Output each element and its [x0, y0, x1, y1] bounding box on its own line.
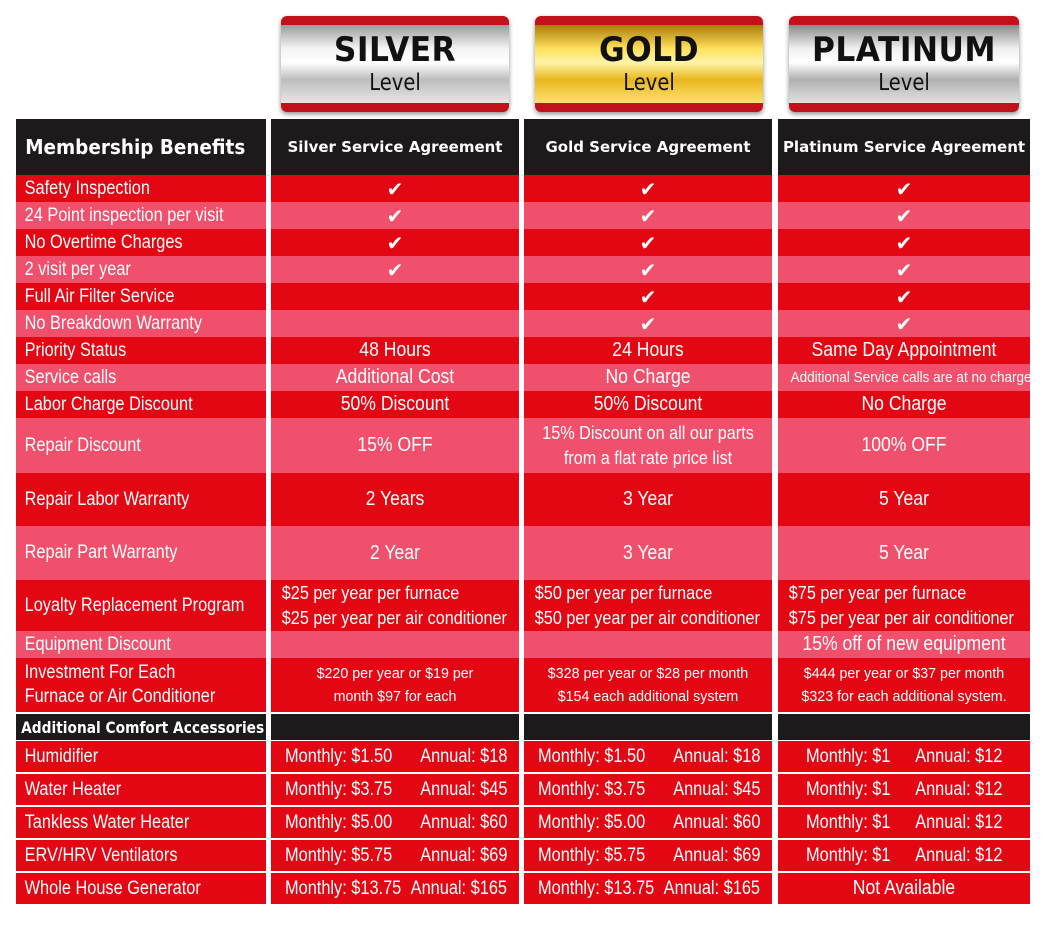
accessory-label: ERV/HRV Ventilators: [24, 844, 178, 866]
gold-monthly-price: Monthly: $5.75: [538, 844, 646, 866]
platinum-checkmark-icon: ✔: [895, 176, 913, 201]
row-label: 2 visit per year: [24, 258, 131, 280]
table-row: [16, 337, 1030, 364]
silver-value: 48 Hours: [359, 339, 431, 361]
platinum-level-name: PLATINUM: [812, 30, 996, 70]
silver-checkmark-icon: ✔: [386, 203, 404, 228]
silver-annual-price: Annual: $60: [419, 811, 507, 833]
platinum-level-sub: Level: [878, 70, 930, 96]
table-row: [16, 580, 1030, 631]
gold-level-sub: Level: [623, 70, 675, 96]
row-label: Labor Charge Discount: [24, 393, 193, 415]
gold-checkmark-icon: ✔: [639, 257, 657, 282]
table-row: [16, 473, 1030, 526]
gold-value: 24 Hours: [612, 339, 684, 361]
gold-value: 50% Discount: [593, 393, 703, 415]
accessory-label: Tankless Water Heater: [24, 811, 190, 833]
table-row: [16, 175, 1030, 202]
table-row: [16, 873, 1030, 904]
silver-level-badge: [281, 16, 509, 112]
platinum-monthly-price: Monthly: $1: [806, 844, 891, 866]
silver-monthly-price: Monthly: $3.75: [285, 778, 393, 800]
platinum-checkmark-icon: ✔: [895, 284, 913, 309]
table-row: [16, 658, 1030, 712]
gold-annual-price: Annual: $165: [663, 877, 760, 899]
platinum-value: 5 Year: [879, 488, 929, 510]
table-row: [16, 631, 1030, 658]
gold-annual-price: Annual: $45: [672, 778, 760, 800]
silver-checkmark-icon: ✔: [386, 176, 404, 201]
silver-annual-price: Annual: $18: [419, 745, 507, 767]
silver-value: 15% OFF: [357, 434, 433, 456]
platinum-value: $444 per year or $37 per month $323 for each additional system.: [801, 665, 1007, 705]
silver-checkmark-icon: ✔: [386, 257, 404, 282]
row-label: No Breakdown Warranty: [24, 312, 202, 334]
silver-level-sub: Level: [369, 70, 421, 96]
table-row: [16, 229, 1030, 256]
platinum-annual-price: Annual: $12: [914, 844, 1002, 866]
platinum-monthly-price: Monthly: $1: [806, 811, 891, 833]
row-label: Repair Labor Warranty: [24, 488, 190, 510]
row-label: Loyalty Replacement Program: [24, 594, 245, 616]
platinum-annual-price: Annual: $12: [914, 745, 1002, 767]
membership-benefits-heading: Membership Benefits: [25, 135, 246, 159]
silver-monthly-price: Monthly: $5.00: [285, 811, 393, 833]
gold-column-heading: Gold Service Agreement: [545, 138, 751, 156]
silver-level-name: SILVER: [333, 30, 457, 70]
gold-value: $328 per year or $28 per month $154 each additional system: [547, 665, 749, 705]
platinum-value: 15% off of new equipment: [802, 633, 1006, 655]
silver-value: 50% Discount: [340, 393, 450, 415]
table-row: [16, 256, 1030, 283]
silver-value: 2 Years: [365, 488, 425, 510]
table-header-row: [16, 119, 1030, 175]
silver-annual-price: Annual: $45: [419, 778, 507, 800]
table-row: [16, 310, 1030, 337]
gold-checkmark-icon: ✔: [639, 311, 657, 336]
silver-value: Additional Cost: [335, 366, 455, 388]
table-row: [16, 807, 1030, 838]
platinum-monthly-price: Monthly: $1: [806, 745, 891, 767]
gold-level-name: GOLD: [598, 30, 699, 70]
platinum-column-heading: Platinum Service Agreement: [782, 138, 1026, 156]
table-row: [16, 202, 1030, 229]
gold-value: 15% Discount on all our parts from a flat rate price list: [542, 422, 754, 468]
platinum-value: No Charge: [861, 393, 947, 415]
table-row: [16, 283, 1030, 310]
row-label: No Overtime Charges: [24, 231, 183, 253]
gold-monthly-price: Monthly: $1.50: [538, 745, 646, 767]
gold-value: $50 per year per furnace $50 per year per air conditioner: [534, 582, 760, 628]
row-label: Equipment Discount: [24, 633, 171, 655]
platinum-value: $75 per year per furnace $75 per year per air conditioner: [788, 582, 1014, 628]
row-label: Repair Discount: [24, 434, 141, 456]
row-label: Investment For Each Furnace or Air Conditioner: [24, 662, 216, 707]
platinum-checkmark-icon: ✔: [895, 311, 913, 336]
silver-value: $220 per year or $19 per month $97 for each: [316, 665, 474, 705]
platinum-value: 100% OFF: [861, 434, 947, 456]
accessory-label: Whole House Generator: [24, 877, 201, 899]
platinum-checkmark-icon: ✔: [895, 257, 913, 282]
table-row: [16, 418, 1030, 473]
gold-value: No Charge: [605, 366, 691, 388]
accessory-label: Water Heater: [24, 778, 122, 800]
row-label: Service calls: [24, 366, 117, 388]
platinum-value: Same Day Appointment: [811, 339, 997, 361]
row-label: Priority Status: [24, 339, 127, 361]
table-row: [16, 526, 1030, 580]
platinum-value: Additional Service calls are at no charge: [790, 369, 1032, 386]
gold-checkmark-icon: ✔: [639, 230, 657, 255]
gold-annual-price: Annual: $60: [672, 811, 760, 833]
table-row: [16, 774, 1030, 805]
silver-monthly-price: Monthly: $13.75: [285, 877, 402, 899]
silver-annual-price: Annual: $165: [410, 877, 507, 899]
platinum-value: 5 Year: [879, 541, 929, 564]
gold-checkmark-icon: ✔: [639, 176, 657, 201]
silver-annual-price: Annual: $69: [419, 844, 507, 866]
platinum-not-available: Not Available: [852, 877, 956, 899]
accessory-label: Humidifier: [24, 745, 99, 767]
platinum-checkmark-icon: ✔: [895, 203, 913, 228]
gold-level-badge: [535, 16, 763, 112]
silver-value: 2 Year: [370, 541, 420, 564]
gold-monthly-price: Monthly: $13.75: [538, 877, 655, 899]
row-label: Repair Part Warranty: [24, 542, 178, 563]
table-row: [16, 364, 1030, 391]
gold-annual-price: Annual: $18: [672, 745, 760, 767]
platinum-annual-price: Annual: $12: [914, 778, 1002, 800]
table-row: [16, 391, 1030, 418]
membership-comparison-table: [16, 119, 1030, 908]
gold-value: 3 Year: [623, 541, 673, 564]
gold-checkmark-icon: ✔: [639, 284, 657, 309]
gold-checkmark-icon: ✔: [639, 203, 657, 228]
table-row: [16, 741, 1030, 772]
row-label: 24 Point inspection per visit: [24, 204, 224, 226]
silver-column-heading: Silver Service Agreement: [287, 138, 503, 156]
gold-value: 3 Year: [623, 488, 673, 510]
table-row: [16, 840, 1030, 871]
accessories-heading: Additional Comfort Accessories: [21, 717, 265, 737]
platinum-monthly-price: Monthly: $1: [806, 778, 891, 800]
silver-checkmark-icon: ✔: [386, 230, 404, 255]
row-label: Safety Inspection: [24, 177, 150, 199]
platinum-annual-price: Annual: $12: [914, 811, 1002, 833]
platinum-level-badge: [789, 16, 1019, 112]
silver-monthly-price: Monthly: $5.75: [285, 844, 393, 866]
row-label: Full Air Filter Service: [24, 285, 175, 307]
gold-annual-price: Annual: $69: [672, 844, 760, 866]
silver-value: $25 per year per furnace $25 per year per air conditioner: [281, 582, 507, 628]
platinum-checkmark-icon: ✔: [895, 230, 913, 255]
accessories-header-row: [16, 714, 1030, 740]
gold-monthly-price: Monthly: $3.75: [538, 778, 646, 800]
gold-monthly-price: Monthly: $5.00: [538, 811, 646, 833]
silver-monthly-price: Monthly: $1.50: [285, 745, 393, 767]
